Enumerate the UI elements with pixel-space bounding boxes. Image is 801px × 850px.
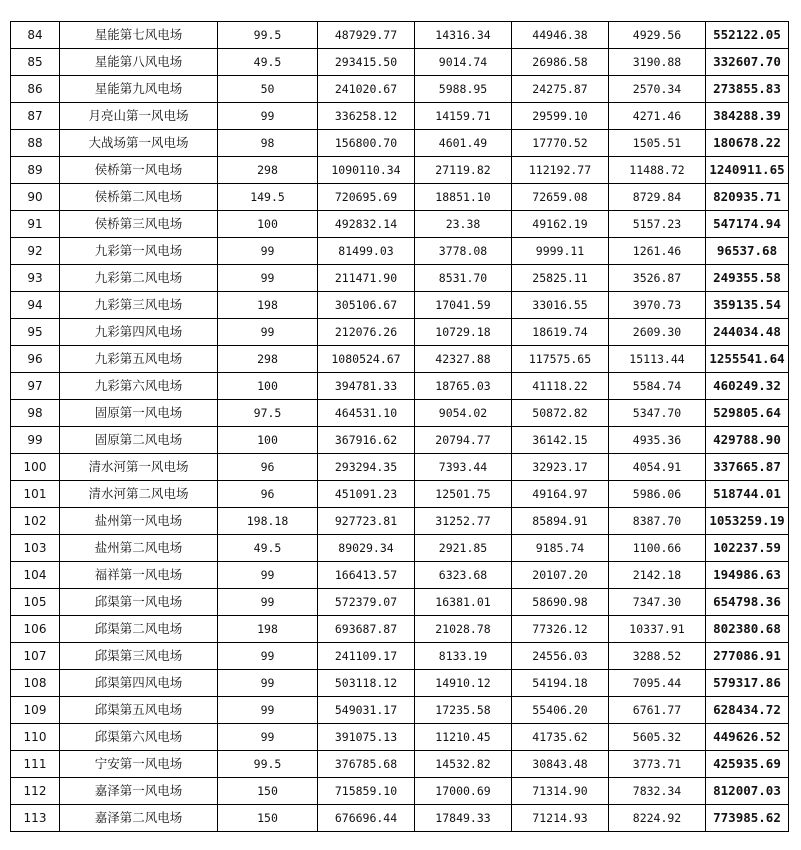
table-row — [11, 319, 789, 346]
total-cell: 425935.69 — [706, 751, 789, 778]
data-table — [10, 21, 789, 832]
value-col-2-cell: 10729.18 — [415, 319, 512, 346]
station-name-cell: 侯桥第一风电场 — [60, 157, 218, 184]
table-row — [11, 49, 789, 76]
value-col-3-cell: 17770.52 — [512, 130, 609, 157]
value-col-2-cell: 23.38 — [415, 211, 512, 238]
station-name-cell: 九彩第六风电场 — [60, 373, 218, 400]
table-row — [11, 184, 789, 211]
value-col-4-cell: 8224.92 — [609, 805, 706, 832]
capacity-cell: 99 — [218, 103, 318, 130]
row-index-cell: 103 — [11, 535, 60, 562]
value-col-2-cell: 20794.77 — [415, 427, 512, 454]
station-name-cell: 月亮山第一风电场 — [60, 103, 218, 130]
total-cell: 552122.05 — [706, 22, 789, 49]
row-index-cell: 99 — [11, 427, 60, 454]
value-col-2-cell: 4601.49 — [415, 130, 512, 157]
capacity-cell: 99 — [218, 724, 318, 751]
capacity-cell: 99 — [218, 697, 318, 724]
row-index-cell: 106 — [11, 616, 60, 643]
value-col-3-cell: 30843.48 — [512, 751, 609, 778]
capacity-cell: 96 — [218, 481, 318, 508]
total-cell: 820935.71 — [706, 184, 789, 211]
value-col-2-cell: 42327.88 — [415, 346, 512, 373]
row-index-cell: 109 — [11, 697, 60, 724]
value-col-2-cell: 2921.85 — [415, 535, 512, 562]
value-col-3-cell: 41118.22 — [512, 373, 609, 400]
total-cell: 654798.36 — [706, 589, 789, 616]
value-col-4-cell: 10337.91 — [609, 616, 706, 643]
value-col-4-cell: 8387.70 — [609, 508, 706, 535]
total-cell: 180678.22 — [706, 130, 789, 157]
value-col-3-cell: 9999.11 — [512, 238, 609, 265]
station-name-cell: 邱渠第四风电场 — [60, 670, 218, 697]
total-cell: 194986.63 — [706, 562, 789, 589]
value-col-1-cell: 367916.62 — [318, 427, 415, 454]
value-col-1-cell: 715859.10 — [318, 778, 415, 805]
value-col-3-cell: 29599.10 — [512, 103, 609, 130]
value-col-4-cell: 7832.34 — [609, 778, 706, 805]
row-index-cell: 100 — [11, 454, 60, 481]
capacity-cell: 99 — [218, 589, 318, 616]
capacity-cell: 99.5 — [218, 22, 318, 49]
value-col-1-cell: 212076.26 — [318, 319, 415, 346]
value-col-1-cell: 693687.87 — [318, 616, 415, 643]
total-cell: 460249.32 — [706, 373, 789, 400]
row-index-cell: 112 — [11, 778, 60, 805]
value-col-4-cell: 5605.32 — [609, 724, 706, 751]
value-col-4-cell: 8729.84 — [609, 184, 706, 211]
capacity-cell: 99 — [218, 643, 318, 670]
value-col-4-cell: 3773.71 — [609, 751, 706, 778]
row-index-cell: 108 — [11, 670, 60, 697]
value-col-3-cell: 41735.62 — [512, 724, 609, 751]
value-col-4-cell: 3526.87 — [609, 265, 706, 292]
value-col-1-cell: 81499.03 — [318, 238, 415, 265]
total-cell: 337665.87 — [706, 454, 789, 481]
value-col-3-cell: 36142.15 — [512, 427, 609, 454]
station-name-cell: 嘉泽第二风电场 — [60, 805, 218, 832]
row-index-cell: 90 — [11, 184, 60, 211]
station-name-cell: 固原第二风电场 — [60, 427, 218, 454]
row-index-cell: 93 — [11, 265, 60, 292]
station-name-cell: 星能第七风电场 — [60, 22, 218, 49]
total-cell: 579317.86 — [706, 670, 789, 697]
value-col-2-cell: 9014.74 — [415, 49, 512, 76]
value-col-2-cell: 17000.69 — [415, 778, 512, 805]
value-col-4-cell: 3190.88 — [609, 49, 706, 76]
capacity-cell: 97.5 — [218, 400, 318, 427]
row-index-cell: 113 — [11, 805, 60, 832]
capacity-cell: 149.5 — [218, 184, 318, 211]
row-index-cell: 107 — [11, 643, 60, 670]
capacity-cell: 98 — [218, 130, 318, 157]
value-col-1-cell: 293415.50 — [318, 49, 415, 76]
value-col-1-cell: 720695.69 — [318, 184, 415, 211]
total-cell: 359135.54 — [706, 292, 789, 319]
value-col-2-cell: 14159.71 — [415, 103, 512, 130]
row-index-cell: 84 — [11, 22, 60, 49]
capacity-cell: 49.5 — [218, 49, 318, 76]
value-col-3-cell: 44946.38 — [512, 22, 609, 49]
value-col-3-cell: 85894.91 — [512, 508, 609, 535]
value-col-4-cell: 7095.44 — [609, 670, 706, 697]
value-col-4-cell: 15113.44 — [609, 346, 706, 373]
table-row — [11, 22, 789, 49]
total-cell: 277086.91 — [706, 643, 789, 670]
value-col-1-cell: 305106.67 — [318, 292, 415, 319]
value-col-2-cell: 16381.01 — [415, 589, 512, 616]
table-row — [11, 427, 789, 454]
capacity-cell: 99 — [218, 670, 318, 697]
value-col-1-cell: 464531.10 — [318, 400, 415, 427]
value-col-1-cell: 549031.17 — [318, 697, 415, 724]
value-col-2-cell: 14532.82 — [415, 751, 512, 778]
value-col-3-cell: 72659.08 — [512, 184, 609, 211]
value-col-1-cell: 1080524.67 — [318, 346, 415, 373]
value-col-1-cell: 241020.67 — [318, 76, 415, 103]
table-row — [11, 724, 789, 751]
value-col-2-cell: 8133.19 — [415, 643, 512, 670]
value-col-3-cell: 24275.87 — [512, 76, 609, 103]
row-index-cell: 98 — [11, 400, 60, 427]
total-cell: 249355.58 — [706, 265, 789, 292]
capacity-cell: 198.18 — [218, 508, 318, 535]
capacity-cell: 100 — [218, 427, 318, 454]
station-name-cell: 星能第八风电场 — [60, 49, 218, 76]
table-row — [11, 697, 789, 724]
value-col-4-cell: 4935.36 — [609, 427, 706, 454]
table-row — [11, 643, 789, 670]
value-col-4-cell: 7347.30 — [609, 589, 706, 616]
value-col-2-cell: 21028.78 — [415, 616, 512, 643]
value-col-4-cell: 4271.46 — [609, 103, 706, 130]
table-row — [11, 346, 789, 373]
total-cell: 96537.68 — [706, 238, 789, 265]
value-col-3-cell: 26986.58 — [512, 49, 609, 76]
value-col-4-cell: 5584.74 — [609, 373, 706, 400]
row-index-cell: 104 — [11, 562, 60, 589]
value-col-1-cell: 572379.07 — [318, 589, 415, 616]
table-row — [11, 103, 789, 130]
value-col-3-cell: 71314.90 — [512, 778, 609, 805]
value-col-2-cell: 18765.03 — [415, 373, 512, 400]
row-index-cell: 88 — [11, 130, 60, 157]
capacity-cell: 99 — [218, 265, 318, 292]
value-col-4-cell: 11488.72 — [609, 157, 706, 184]
total-cell: 812007.03 — [706, 778, 789, 805]
value-col-3-cell: 112192.77 — [512, 157, 609, 184]
station-name-cell: 宁安第一风电场 — [60, 751, 218, 778]
value-col-1-cell: 487929.77 — [318, 22, 415, 49]
station-name-cell: 九彩第二风电场 — [60, 265, 218, 292]
value-col-1-cell: 166413.57 — [318, 562, 415, 589]
data-table-container — [10, 21, 788, 832]
value-col-1-cell: 293294.35 — [318, 454, 415, 481]
station-name-cell: 邱渠第一风电场 — [60, 589, 218, 616]
row-index-cell: 94 — [11, 292, 60, 319]
value-col-4-cell: 1505.51 — [609, 130, 706, 157]
table-row — [11, 400, 789, 427]
table-row — [11, 373, 789, 400]
value-col-1-cell: 391075.13 — [318, 724, 415, 751]
value-col-3-cell: 24556.03 — [512, 643, 609, 670]
value-col-1-cell: 1090110.34 — [318, 157, 415, 184]
value-col-4-cell: 2142.18 — [609, 562, 706, 589]
value-col-2-cell: 12501.75 — [415, 481, 512, 508]
capacity-cell: 198 — [218, 616, 318, 643]
table-row — [11, 805, 789, 832]
table-row — [11, 130, 789, 157]
station-name-cell: 盐州第二风电场 — [60, 535, 218, 562]
station-name-cell: 九彩第五风电场 — [60, 346, 218, 373]
value-col-4-cell: 4054.91 — [609, 454, 706, 481]
total-cell: 102237.59 — [706, 535, 789, 562]
capacity-cell: 49.5 — [218, 535, 318, 562]
value-col-1-cell: 89029.34 — [318, 535, 415, 562]
table-row — [11, 751, 789, 778]
row-index-cell: 92 — [11, 238, 60, 265]
capacity-cell: 50 — [218, 76, 318, 103]
value-col-4-cell: 6761.77 — [609, 697, 706, 724]
total-cell: 429788.90 — [706, 427, 789, 454]
value-col-3-cell: 49164.97 — [512, 481, 609, 508]
value-col-2-cell: 7393.44 — [415, 454, 512, 481]
station-name-cell: 九彩第四风电场 — [60, 319, 218, 346]
station-name-cell: 清水河第二风电场 — [60, 481, 218, 508]
total-cell: 802380.68 — [706, 616, 789, 643]
value-col-2-cell: 31252.77 — [415, 508, 512, 535]
value-col-3-cell: 25825.11 — [512, 265, 609, 292]
row-index-cell: 102 — [11, 508, 60, 535]
total-cell: 244034.48 — [706, 319, 789, 346]
total-cell: 449626.52 — [706, 724, 789, 751]
table-row — [11, 265, 789, 292]
value-col-4-cell: 5986.06 — [609, 481, 706, 508]
value-col-1-cell: 376785.68 — [318, 751, 415, 778]
value-col-1-cell: 676696.44 — [318, 805, 415, 832]
capacity-cell: 99 — [218, 238, 318, 265]
value-col-1-cell: 492832.14 — [318, 211, 415, 238]
station-name-cell: 九彩第三风电场 — [60, 292, 218, 319]
value-col-4-cell: 3970.73 — [609, 292, 706, 319]
row-index-cell: 86 — [11, 76, 60, 103]
table-row — [11, 616, 789, 643]
value-col-2-cell: 8531.70 — [415, 265, 512, 292]
value-col-4-cell: 3288.52 — [609, 643, 706, 670]
station-name-cell: 大战场第一风电场 — [60, 130, 218, 157]
value-col-3-cell: 33016.55 — [512, 292, 609, 319]
value-col-3-cell: 50872.82 — [512, 400, 609, 427]
value-col-4-cell: 1100.66 — [609, 535, 706, 562]
table-row — [11, 211, 789, 238]
station-name-cell: 侯桥第三风电场 — [60, 211, 218, 238]
value-col-2-cell: 17849.33 — [415, 805, 512, 832]
capacity-cell: 100 — [218, 373, 318, 400]
value-col-1-cell: 394781.33 — [318, 373, 415, 400]
capacity-cell: 99 — [218, 562, 318, 589]
capacity-cell: 298 — [218, 157, 318, 184]
value-col-2-cell: 6323.68 — [415, 562, 512, 589]
table-row — [11, 670, 789, 697]
table-row — [11, 454, 789, 481]
value-col-4-cell: 5157.23 — [609, 211, 706, 238]
table-row — [11, 535, 789, 562]
value-col-3-cell: 54194.18 — [512, 670, 609, 697]
row-index-cell: 95 — [11, 319, 60, 346]
station-name-cell: 清水河第一风电场 — [60, 454, 218, 481]
value-col-3-cell: 49162.19 — [512, 211, 609, 238]
value-col-2-cell: 5988.95 — [415, 76, 512, 103]
value-col-1-cell: 156800.70 — [318, 130, 415, 157]
total-cell: 273855.83 — [706, 76, 789, 103]
row-index-cell: 111 — [11, 751, 60, 778]
table-row — [11, 508, 789, 535]
value-col-4-cell: 5347.70 — [609, 400, 706, 427]
capacity-cell: 99.5 — [218, 751, 318, 778]
total-cell: 332607.70 — [706, 49, 789, 76]
total-cell: 547174.94 — [706, 211, 789, 238]
value-col-1-cell: 451091.23 — [318, 481, 415, 508]
row-index-cell: 110 — [11, 724, 60, 751]
capacity-cell: 96 — [218, 454, 318, 481]
value-col-4-cell: 4929.56 — [609, 22, 706, 49]
value-col-3-cell: 77326.12 — [512, 616, 609, 643]
total-cell: 1240911.65 — [706, 157, 789, 184]
capacity-cell: 150 — [218, 805, 318, 832]
capacity-cell: 198 — [218, 292, 318, 319]
value-col-4-cell: 1261.46 — [609, 238, 706, 265]
value-col-3-cell: 117575.65 — [512, 346, 609, 373]
station-name-cell: 邱渠第五风电场 — [60, 697, 218, 724]
table-row — [11, 292, 789, 319]
total-cell: 773985.62 — [706, 805, 789, 832]
value-col-2-cell: 14316.34 — [415, 22, 512, 49]
station-name-cell: 邱渠第六风电场 — [60, 724, 218, 751]
row-index-cell: 96 — [11, 346, 60, 373]
value-col-3-cell: 20107.20 — [512, 562, 609, 589]
row-index-cell: 91 — [11, 211, 60, 238]
table-row — [11, 157, 789, 184]
value-col-1-cell: 336258.12 — [318, 103, 415, 130]
row-index-cell: 105 — [11, 589, 60, 616]
value-col-1-cell: 927723.81 — [318, 508, 415, 535]
total-cell: 1255541.64 — [706, 346, 789, 373]
station-name-cell: 固原第一风电场 — [60, 400, 218, 427]
value-col-2-cell: 9054.02 — [415, 400, 512, 427]
value-col-2-cell: 18851.10 — [415, 184, 512, 211]
total-cell: 1053259.19 — [706, 508, 789, 535]
table-body — [11, 22, 789, 832]
row-index-cell: 87 — [11, 103, 60, 130]
station-name-cell: 星能第九风电场 — [60, 76, 218, 103]
value-col-2-cell: 17235.58 — [415, 697, 512, 724]
station-name-cell: 福祥第一风电场 — [60, 562, 218, 589]
table-row — [11, 589, 789, 616]
row-index-cell: 97 — [11, 373, 60, 400]
table-row — [11, 481, 789, 508]
value-col-4-cell: 2609.30 — [609, 319, 706, 346]
station-name-cell: 嘉泽第一风电场 — [60, 778, 218, 805]
value-col-3-cell: 9185.74 — [512, 535, 609, 562]
value-col-3-cell: 32923.17 — [512, 454, 609, 481]
value-col-2-cell: 14910.12 — [415, 670, 512, 697]
station-name-cell: 邱渠第三风电场 — [60, 643, 218, 670]
table-row — [11, 562, 789, 589]
total-cell: 384288.39 — [706, 103, 789, 130]
total-cell: 628434.72 — [706, 697, 789, 724]
total-cell: 529805.64 — [706, 400, 789, 427]
station-name-cell: 九彩第一风电场 — [60, 238, 218, 265]
value-col-2-cell: 11210.45 — [415, 724, 512, 751]
value-col-1-cell: 503118.12 — [318, 670, 415, 697]
capacity-cell: 100 — [218, 211, 318, 238]
row-index-cell: 101 — [11, 481, 60, 508]
row-index-cell: 89 — [11, 157, 60, 184]
value-col-4-cell: 2570.34 — [609, 76, 706, 103]
station-name-cell: 邱渠第二风电场 — [60, 616, 218, 643]
station-name-cell: 侯桥第二风电场 — [60, 184, 218, 211]
row-index-cell: 85 — [11, 49, 60, 76]
value-col-1-cell: 241109.17 — [318, 643, 415, 670]
value-col-1-cell: 211471.90 — [318, 265, 415, 292]
table-row — [11, 778, 789, 805]
table-row — [11, 238, 789, 265]
value-col-3-cell: 55406.20 — [512, 697, 609, 724]
value-col-3-cell: 18619.74 — [512, 319, 609, 346]
value-col-3-cell: 58690.98 — [512, 589, 609, 616]
capacity-cell: 99 — [218, 319, 318, 346]
total-cell: 518744.01 — [706, 481, 789, 508]
value-col-2-cell: 3778.08 — [415, 238, 512, 265]
table-row — [11, 76, 789, 103]
station-name-cell: 盐州第一风电场 — [60, 508, 218, 535]
value-col-2-cell: 17041.59 — [415, 292, 512, 319]
value-col-3-cell: 71214.93 — [512, 805, 609, 832]
capacity-cell: 298 — [218, 346, 318, 373]
capacity-cell: 150 — [218, 778, 318, 805]
value-col-2-cell: 27119.82 — [415, 157, 512, 184]
